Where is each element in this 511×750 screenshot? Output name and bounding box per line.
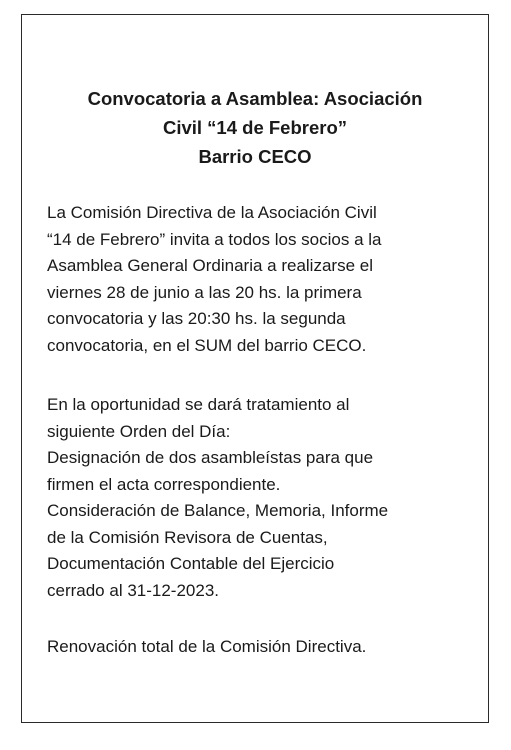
title-line: Convocatoria a Asamblea: Asociación xyxy=(87,88,423,109)
text-line: Renovación total de la Comisión Directiva. xyxy=(47,637,367,656)
text-line: firmen el acta correspondiente. xyxy=(47,474,281,494)
document-title xyxy=(26,84,484,171)
text-line: Consideración de Balance, Memoria, Informe xyxy=(47,501,389,520)
title-line: Civil “14 de Febrero” xyxy=(162,117,348,138)
text-line: La Comisión Directiva de la Asociación Civil xyxy=(47,203,377,222)
text-line: viernes 28 de junio a las 20 hs. la primera xyxy=(47,282,362,302)
text-line: Documentación Contable del Ejercicio xyxy=(47,554,335,573)
renewal-paragraph xyxy=(47,634,477,661)
text-line: cerrado al 31-12-2023. xyxy=(47,580,220,600)
text-line: Asamblea General Ordinaria a realizarse el xyxy=(47,256,373,275)
text-line: En la oportunidad se dará tratamiento al xyxy=(47,395,350,414)
agenda-paragraph xyxy=(47,392,477,604)
text-line: Designación de dos asambleístas para que xyxy=(47,448,374,467)
text-line: siguiente Orden del Día: xyxy=(47,421,231,441)
title-line: Barrio CECO xyxy=(198,146,312,167)
text-line: convocatoria y las 20:30 hs. la segunda xyxy=(47,309,346,328)
text-line: “14 de Febrero” invita a todos los socios a la xyxy=(47,229,382,249)
text-line: de la Comisión Revisora de Cuentas, xyxy=(47,527,328,547)
text-line: convocatoria, en el SUM del barrio CECO. xyxy=(47,335,367,355)
invitation-paragraph xyxy=(47,200,477,359)
